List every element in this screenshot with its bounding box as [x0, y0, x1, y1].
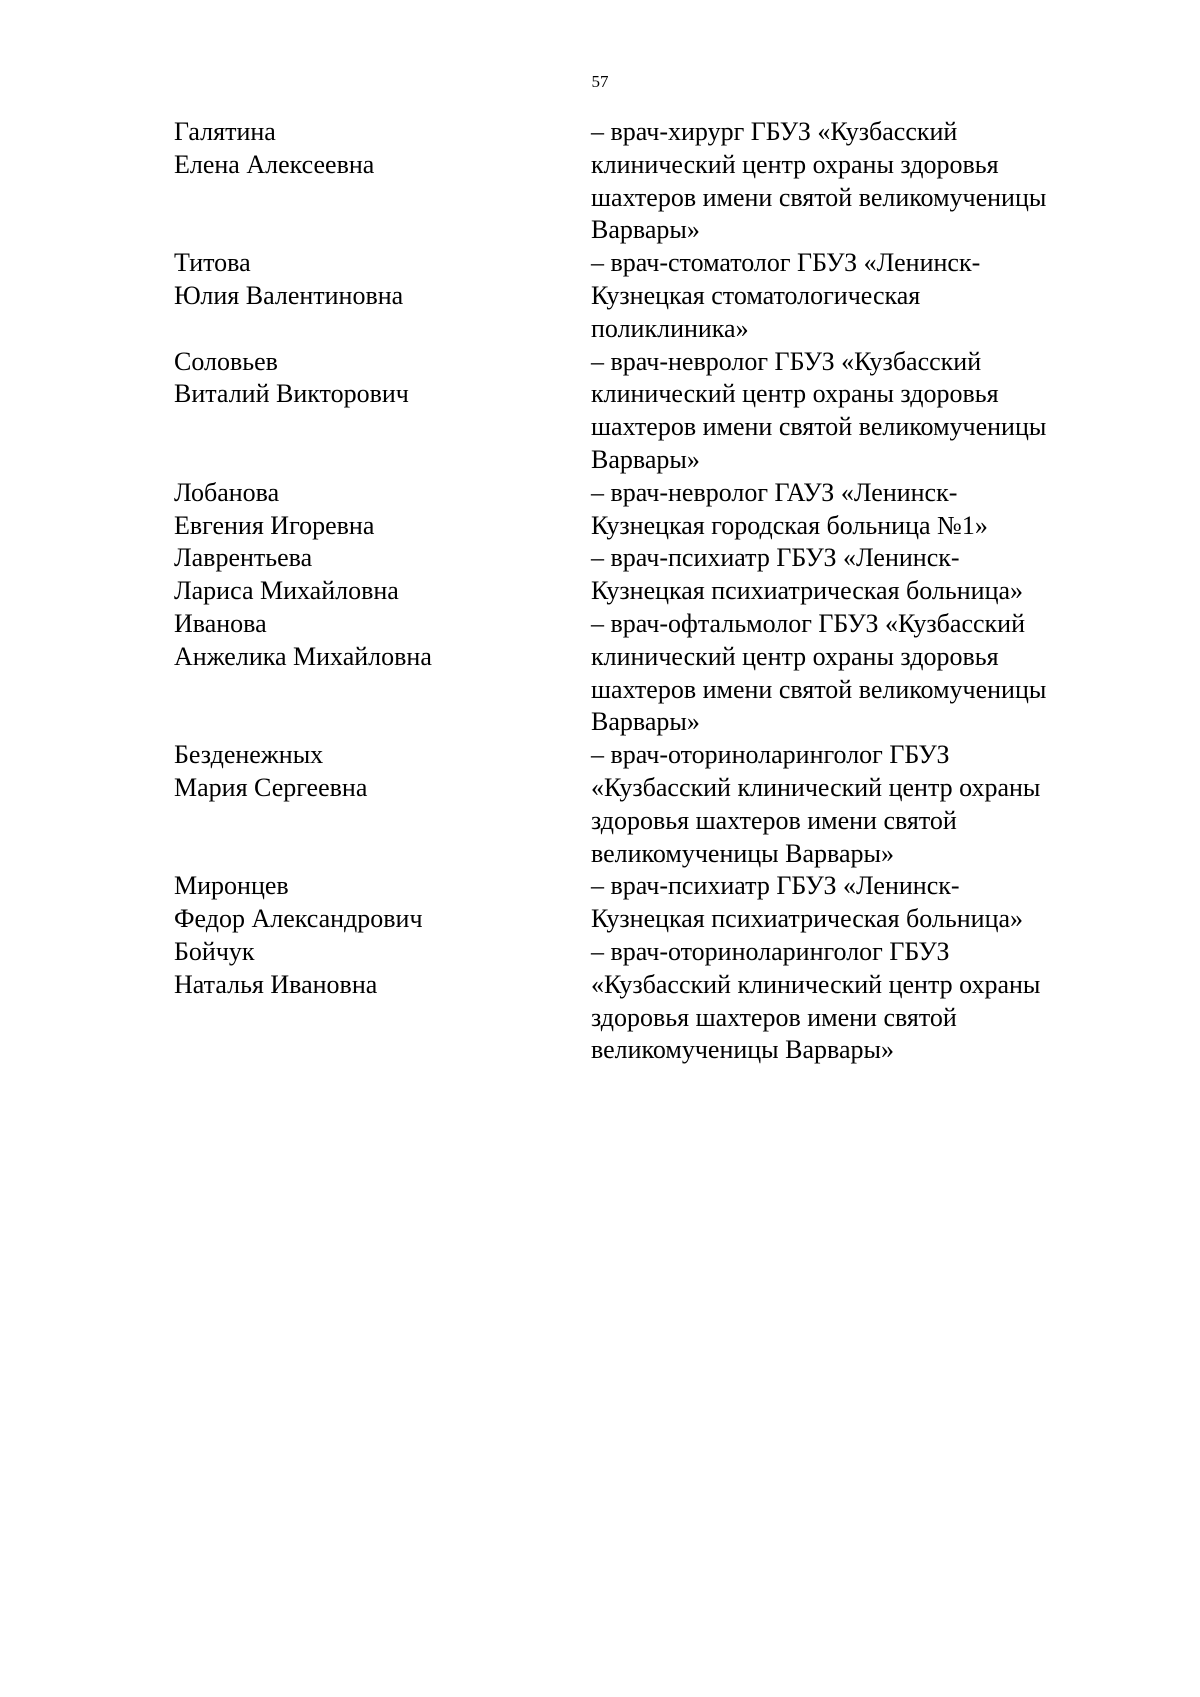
position-description — [591, 477, 1104, 543]
description-line: Варвары» — [591, 444, 700, 474]
person-name — [174, 477, 591, 543]
description-line: – врач-невролог ГБУЗ «Кузбасский — [591, 346, 982, 376]
description-line: шахтеров имени святой великомученицы — [591, 182, 1047, 212]
position-description — [591, 116, 1104, 247]
position-description — [591, 247, 1104, 345]
description-line: – врач-оториноларинголог ГБУЗ — [591, 740, 950, 770]
person-surname: Лаврентьева — [174, 543, 313, 573]
description-line: шахтеров имени святой великомученицы — [591, 674, 1047, 704]
roster-entry — [174, 870, 1104, 936]
person-surname: Лобанова — [174, 477, 280, 507]
roster-list — [174, 116, 1104, 1067]
person-name — [174, 608, 591, 674]
person-given-names: Анжелика Михайловна — [174, 641, 432, 671]
roster-entry — [174, 608, 1104, 739]
description-line: здоровья шахтеров имени святой — [591, 805, 957, 835]
person-surname: Соловьев — [174, 346, 278, 376]
roster-entry — [174, 936, 1104, 1067]
person-surname: Галятина — [174, 117, 276, 146]
position-description — [591, 542, 1104, 608]
person-surname: Иванова — [174, 608, 267, 638]
description-line: Кузнецкая стоматологическая — [591, 280, 921, 310]
person-given-names: Юлия Валентиновна — [174, 280, 404, 310]
description-line: здоровья шахтеров имени святой — [591, 1002, 957, 1032]
person-surname: Миронцев — [174, 871, 289, 901]
roster-entry — [174, 739, 1104, 870]
roster-entry — [174, 477, 1104, 543]
description-line: «Кузбасский клинический центр охраны — [591, 969, 1041, 999]
description-line: великомученицы Варвары» — [591, 838, 894, 868]
description-line: Кузнецкая городская больница №1» — [591, 510, 988, 540]
description-line: великомученицы Варвары» — [591, 1035, 894, 1065]
person-name — [174, 739, 591, 805]
person-name — [174, 542, 591, 608]
description-line: клинический центр охраны здоровья — [591, 641, 999, 671]
person-name — [174, 346, 591, 412]
position-description — [591, 870, 1104, 936]
description-line: поликлиника» — [591, 313, 749, 343]
person-given-names: Федор Александрович — [174, 904, 423, 934]
description-line: «Кузбасский клинический центр охраны — [591, 772, 1041, 802]
person-given-names: Елена Алексеевна — [174, 149, 375, 179]
position-description — [591, 346, 1104, 477]
description-line: – врач-психиатр ГБУЗ «Ленинск- — [591, 543, 960, 573]
description-line: – врач-психиатр ГБУЗ «Ленинск- — [591, 871, 960, 901]
description-line: – врач-хирург ГБУЗ «Кузбасский — [591, 117, 958, 146]
position-description — [591, 608, 1104, 739]
person-given-names: Наталья Ивановна — [174, 969, 378, 999]
description-line: шахтеров имени святой великомученицы — [591, 412, 1047, 442]
position-description — [591, 936, 1104, 1067]
person-given-names: Мария Сергеевна — [174, 772, 368, 802]
roster-entry — [174, 247, 1104, 345]
description-line: Варвары» — [591, 215, 700, 245]
roster-entry — [174, 346, 1104, 477]
description-line: – врач-оториноларинголог ГБУЗ — [591, 936, 950, 966]
description-line: – врач-невролог ГАУЗ «Ленинск- — [591, 477, 958, 507]
description-line: – врач-стоматолог ГБУЗ «Ленинск- — [591, 248, 981, 278]
roster-entry — [174, 116, 1104, 247]
description-line: клинический центр охраны здоровья — [591, 379, 999, 409]
person-name — [174, 116, 591, 182]
person-given-names: Лариса Михайловна — [174, 576, 399, 606]
person-surname: Безденежных — [174, 740, 324, 770]
position-description — [591, 739, 1104, 870]
person-name — [174, 936, 591, 1002]
roster-entry — [174, 542, 1104, 608]
person-surname: Титова — [174, 248, 251, 278]
description-line: Кузнецкая психиатрическая больница» — [591, 904, 1024, 934]
person-given-names: Виталий Викторович — [174, 379, 409, 409]
description-line: – врач-офтальмолог ГБУЗ «Кузбасский — [591, 608, 1025, 638]
description-line: клинический центр охраны здоровья — [591, 149, 999, 179]
person-surname: Бойчук — [174, 936, 255, 966]
person-given-names: Евгения Игоревна — [174, 510, 375, 540]
person-name — [174, 247, 591, 313]
person-name — [174, 870, 591, 936]
description-line: Кузнецкая психиатрическая больница» — [591, 576, 1024, 606]
description-line: Варвары» — [591, 707, 700, 737]
page-number: 57 — [591, 72, 609, 91]
